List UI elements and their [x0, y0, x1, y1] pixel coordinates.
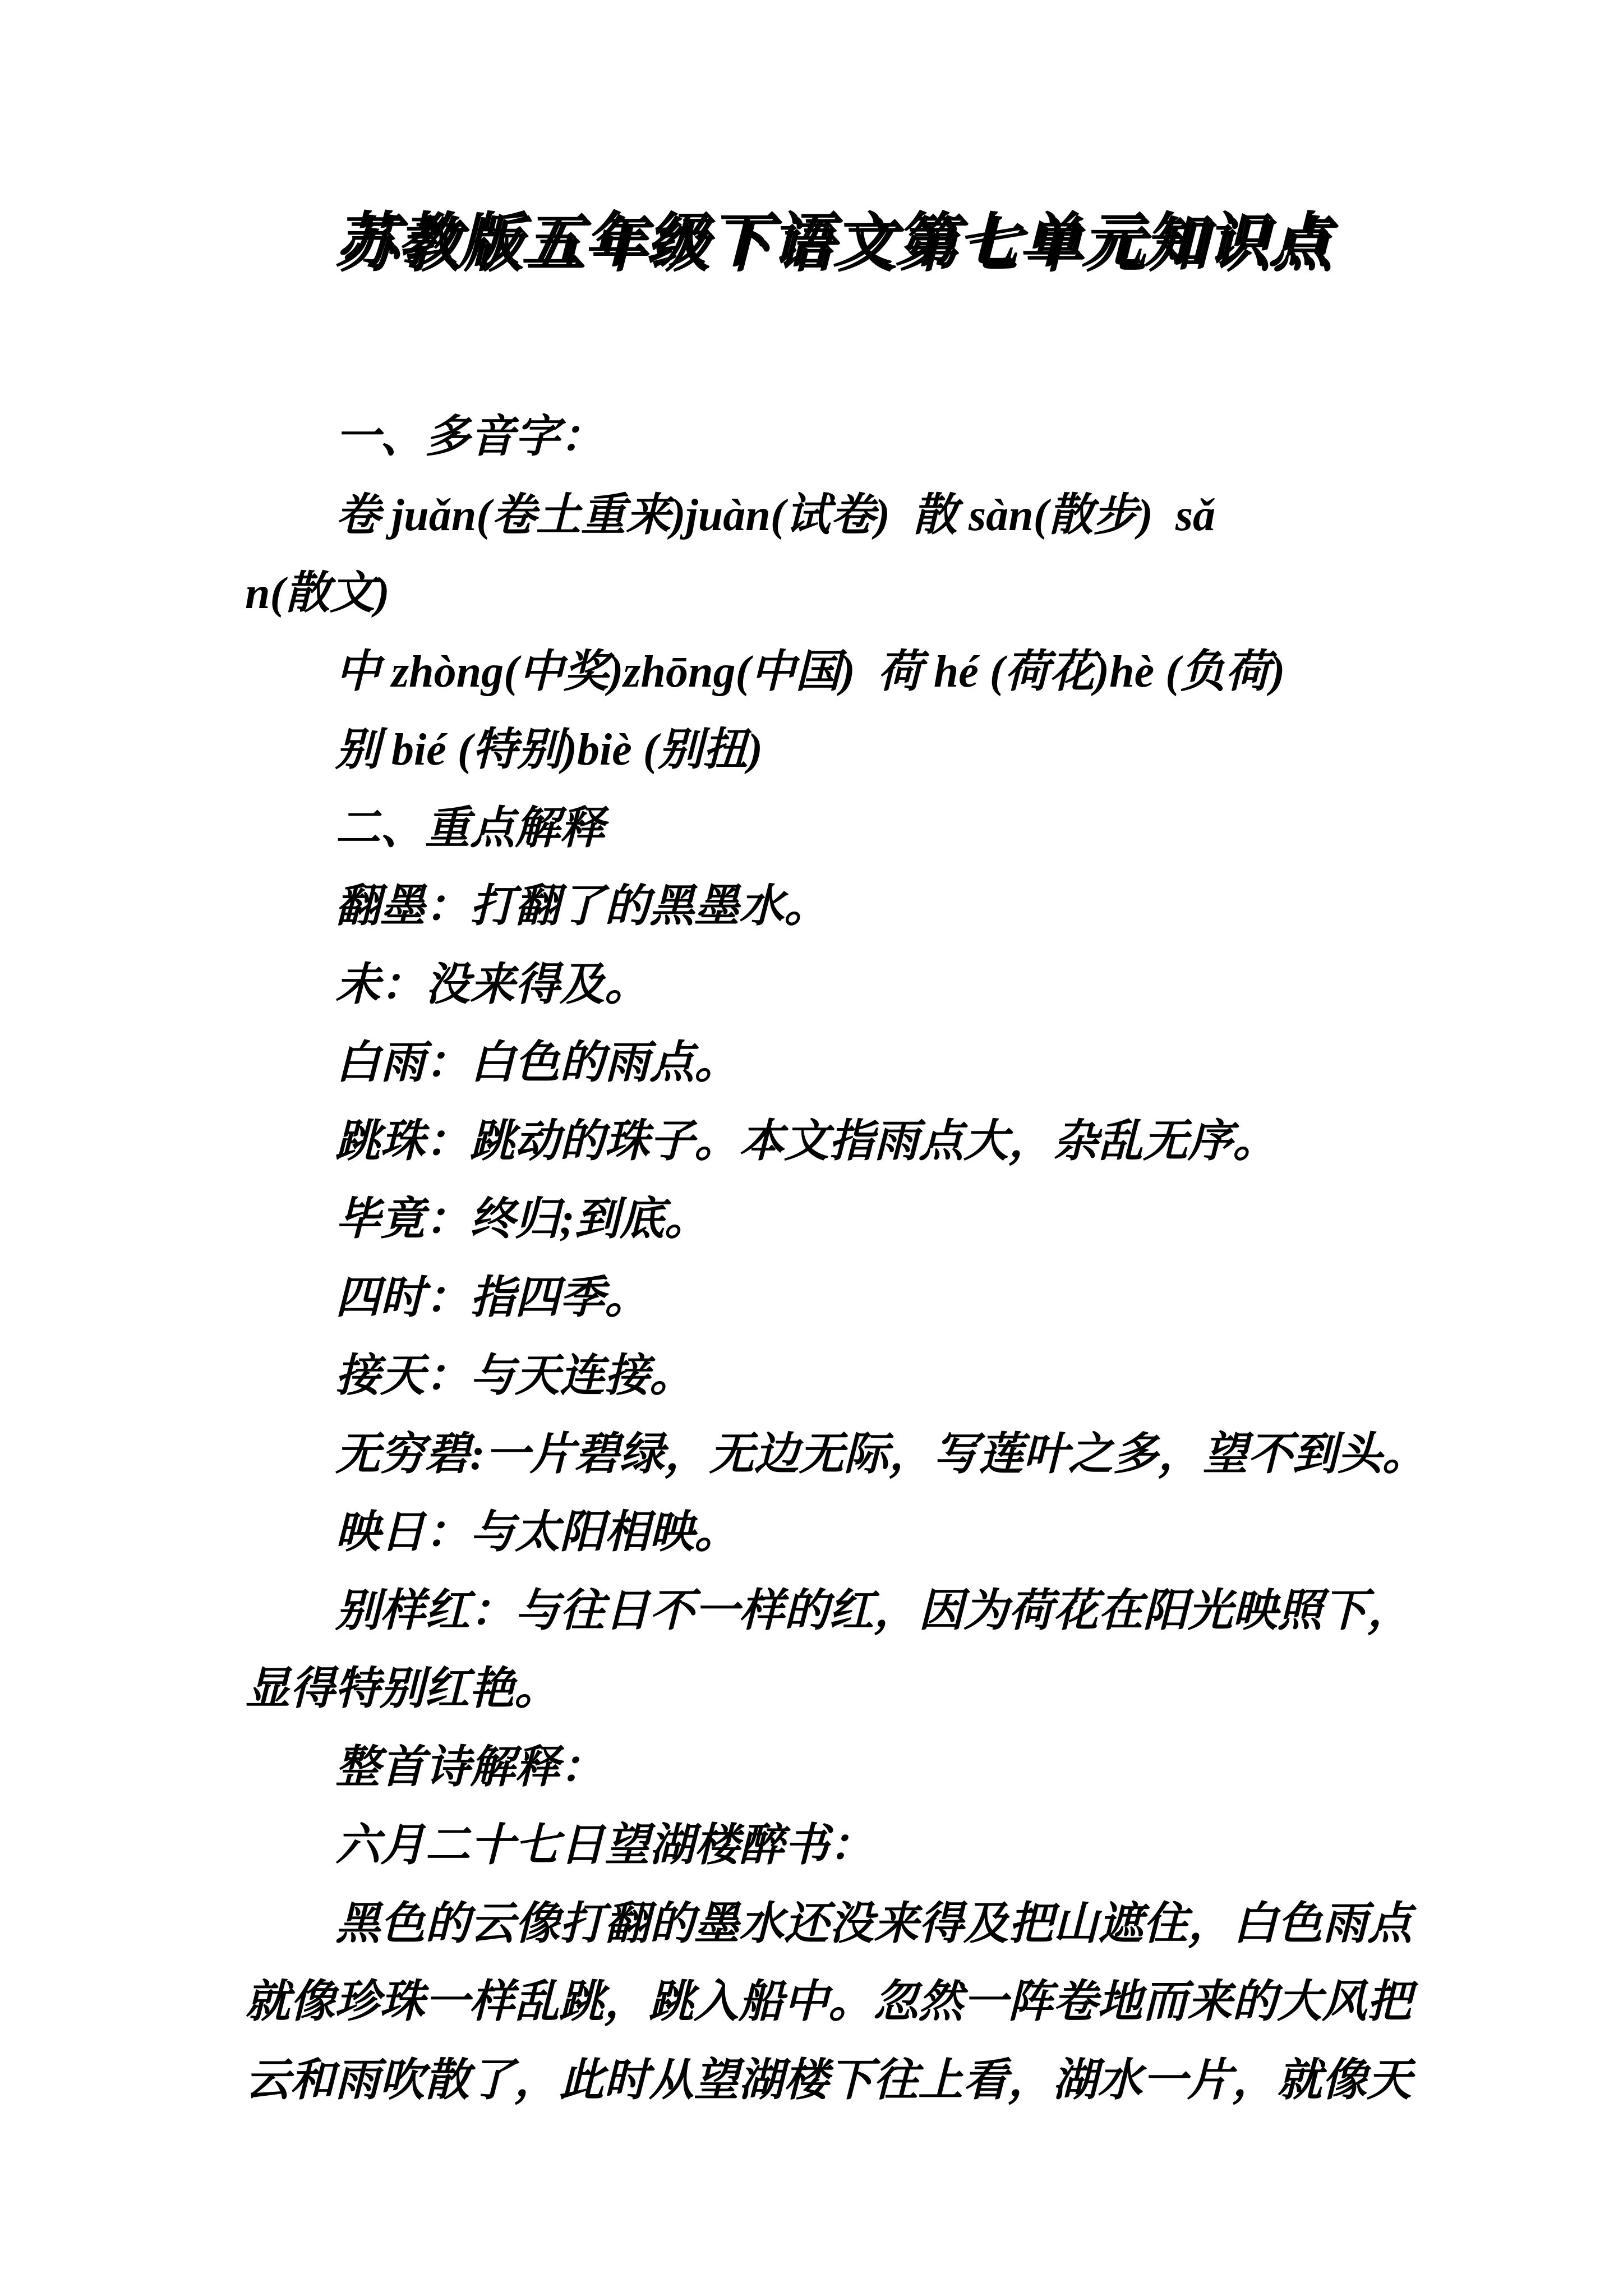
text-line: 黑色的云像打翻的墨水还没来得及把山遮住，白色雨点: [335, 1899, 1412, 1949]
text-line: 跳珠：跳动的珠子。本文指雨点大，杂乱无序。: [335, 1116, 1278, 1166]
text-line: 云和雨吹散了，此时从望湖楼下往上看，湖水一片，就像天: [245, 2055, 1412, 2105]
text-line: 无穷碧:一片碧绿，无边无际，写莲叶之多，望不到头。: [335, 1429, 1427, 1479]
text-line: 未：没来得及。: [335, 960, 649, 1010]
document-title: 苏教版五年级下语文第七单元知识点: [335, 208, 1331, 274]
document-body: [245, 398, 1427, 2120]
text-line: 卷 juǎn(卷土重来)juàn(试卷) 散 sàn(散步) sǎ: [335, 490, 1216, 540]
text-line: 映日：与太阳相映。: [335, 1508, 739, 1557]
text-line: 翻墨：打翻了的黑墨水。: [335, 882, 829, 931]
text-line: 显得特别红艳。: [245, 1664, 559, 1714]
text-line: 中 zhòng(中奖)zhōng(中国) 荷 hé (荷花)hè (负荷): [335, 647, 1285, 697]
text-line: 白雨：白色的雨点。: [335, 1038, 739, 1088]
text-line: 六月二十七日望湖楼醉书：: [335, 1821, 874, 1870]
text-line: 就像珍珠一样乱跳，跳入船中。忽然一阵卷地而来的大风把: [245, 1977, 1412, 2027]
text-line: 毕竟：终归;到底。: [335, 1195, 709, 1244]
text-line: 四时：指四季。: [335, 1273, 649, 1323]
text-line: 整首诗解释：: [335, 1742, 605, 1792]
text-line: 一、多音字：: [335, 412, 605, 462]
text-line: 接天：与天连接。: [335, 1351, 694, 1401]
text-line: 别 bié (特别)biè (别扭): [335, 725, 763, 775]
text-line: 别样红：与往日不一样的红，因为荷花在阳光映照下，: [335, 1586, 1412, 1636]
text-line: 二、重点解释: [335, 803, 605, 853]
text-line: n(散文): [245, 569, 390, 618]
